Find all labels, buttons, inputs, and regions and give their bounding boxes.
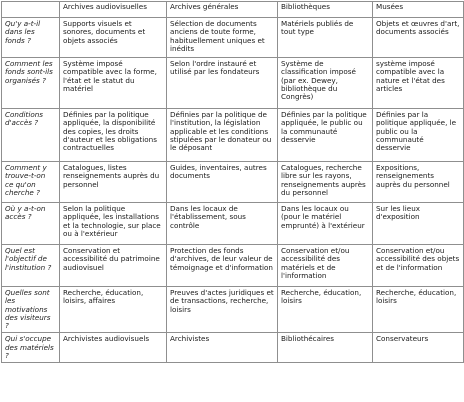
table-cell: Catalogues, listes renseignements auprès du personnel [60,162,167,203]
header-bibliotheques: Bibliothèques [278,2,373,18]
table-cell: Preuves d'actes juridiques et de transactions, recherche, loisirs [167,287,278,333]
table-cell: Système imposé compatible avec la forme, l'état et le statut du matériel [60,58,167,109]
header-archives-audiovisuelles: Archives audiovisuelles [60,2,167,18]
table-cell: système imposé compatible avec la nature et l'état des articles [373,58,464,109]
row-question: Comment les fonds sont-ils organisés ? [2,58,60,109]
table-cell: Définies par la politique appliquée, le public ou la communauté desservie [373,109,464,162]
table-cell: Dans les locaux de l'établissement, sous contrôle [167,203,278,245]
table-row [2,245,464,287]
header-musees: Musées [373,2,464,18]
table-row [2,333,464,363]
header-corner [2,2,60,18]
table-cell: Recherche, éducation, loisirs, affaires [60,287,167,333]
table-cell: Définies par la politique appliquée, le public ou la communauté desservie [278,109,373,162]
row-question: Quelles sont les motivations des visiteurs ? [2,287,60,333]
table-cell: Bibliothécaires [278,333,373,363]
table-row [2,162,464,203]
row-question: Qui s'occupe des matériels ? [2,333,60,363]
table-cell: Supports visuels et sonores, documents et objets associés [60,18,167,58]
row-question: Quel est l'objectif de l'institution ? [2,245,60,287]
table-cell: Sélection de documents anciens de toute forme, habituellement uniques et inédits [167,18,278,58]
table-cell: Recherche, éducation, loisirs [278,287,373,333]
table-cell: Objets et œuvres d'art, documents associés [373,18,464,58]
table-cell: Conservation et accessibilité du patrimoine audiovisuel [60,245,167,287]
table-row [2,18,464,58]
table-cell: Définies par la politique de l'institution, la législation applicable et les conditions stipulées par le donateur ou le déposant [167,109,278,162]
header-archives-generales: Archives générales [167,2,278,18]
table-cell: Sur les lieux d'exposition [373,203,464,245]
table-cell: Archivistes [167,333,278,363]
row-question: Où y a-t-on accès ? [2,203,60,245]
row-question: Qu'y a-t-il dans les fonds ? [2,18,60,58]
table-cell: Archivistes audiovisuels [60,333,167,363]
table-cell: Système de classification imposé (par ex. Dewey, bibliothèque du Congrès) [278,58,373,109]
table-cell: Définies par la politique appliquée, la disponibilité des copies, les droits d'auteur et les obligations contractuelles [60,109,167,162]
table-cell: Catalogues, recherche libre sur les rayons, renseignements auprès du personnel [278,162,373,203]
table-row [2,287,464,333]
table-row [2,58,464,109]
table-cell: Recherche, éducation, loisirs [373,287,464,333]
header-row [2,2,464,18]
table-row [2,109,464,162]
table-cell: Conservation et/ou accessibilité des matériels et de l'information [278,245,373,287]
table-cell: Selon l'ordre instauré et utilisé par les fondateurs [167,58,278,109]
table-cell: Dans les locaux ou (pour le matériel emprunté) à l'extérieur [278,203,373,245]
comparison-table [1,1,464,363]
comparison-table-container [1,1,464,363]
table-cell: Selon la politique appliquée, les installations et la technologie, sur place ou à l'extérieur [60,203,167,245]
row-question: Conditions d'accès ? [2,109,60,162]
table-cell: Protection des fonds d'archives, de leur valeur de témoignage et d'information [167,245,278,287]
table-cell: Conservation et/ou accessibilité des objets et de l'information [373,245,464,287]
table-cell: Conservateurs [373,333,464,363]
table-cell: Guides, inventaires, autres documents [167,162,278,203]
table-cell: Expositions, renseignements auprès du personnel [373,162,464,203]
table-cell: Matériels publiés de tout type [278,18,373,58]
row-question: Comment y trouve-t-on ce qu'on cherche ? [2,162,60,203]
table-row [2,203,464,245]
